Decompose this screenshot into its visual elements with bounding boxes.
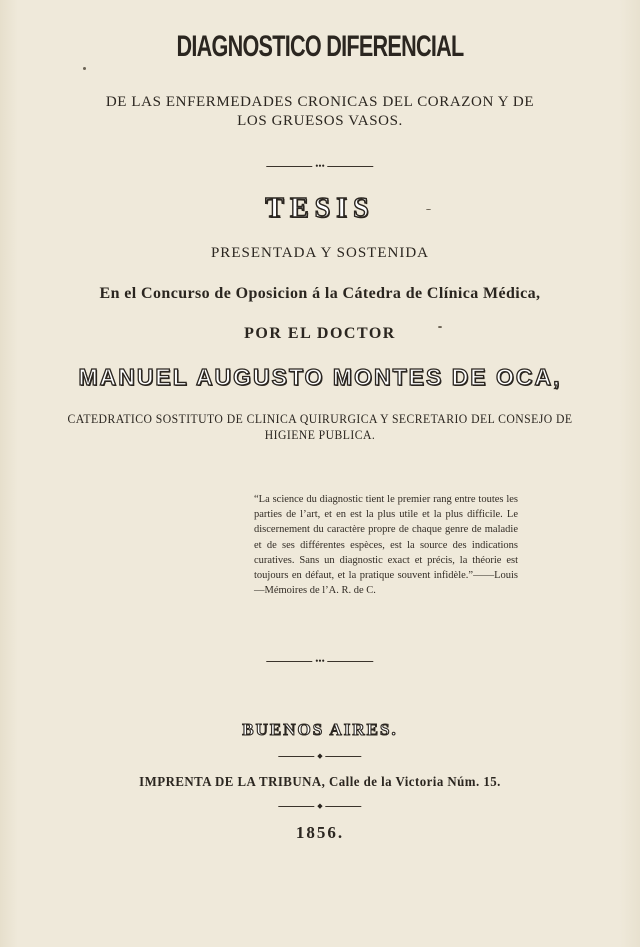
author-name: MANUEL AUGUSTO MONTES DE OCA, (78, 364, 562, 390)
ornament-dots: ••• (315, 161, 325, 171)
subtitle-line-2: LOS GRUESOS VASOS. (237, 113, 403, 129)
heading-tesis: TESIS (265, 193, 375, 224)
role-line-1: CATEDRATICO SOSTITUTO DE CLINICA QUIRURGICA Y SECRETARIO DEL CONSEJO DE (67, 411, 573, 426)
ornament-rule-top (266, 162, 373, 170)
book-subtitle (0, 93, 640, 131)
presented-line: PRESENTADA Y SOSTENIDA (210, 245, 430, 261)
ornament-dots: ••• (315, 656, 325, 666)
paper-speck (83, 67, 86, 70)
imprint-city: BUENOS AIRES. (242, 720, 398, 739)
role-line-2: HIGIENE PUBLICA. (264, 427, 376, 442)
contest-line: En el Concurso de Oposicion á la Cátedra de Clínica Médica, (99, 285, 541, 302)
paper-speck (438, 326, 442, 328)
imprint-year: 1856. (295, 823, 345, 842)
by-line: POR EL DOCTOR (244, 325, 396, 342)
ornament-rule-middle (266, 657, 373, 665)
subtitle-line-1: DE LAS ENFERMEDADES CRONICAS DEL CORAZON Y DE (105, 94, 535, 110)
epigraph-quote: “La science du diagnostic tient le premier rang entre toutes les parties de l’art, et en est la plus utile et la plus difficile. Le discernement du caractère propre de chaque genre de maladie et de ses différentes espèces, est la source des indications curatives. Sans un diagnostic exact et précis, la théorie est toujours en défaut, et la pratique souvent infidèle.”——Louis—Mémoires de l’A. R. de C. (254, 494, 518, 597)
author-role (32, 411, 608, 443)
book-title: DIAGNOSTICO DIFERENCIAL (176, 30, 464, 63)
ornament-rule-printer: ◆ (278, 802, 361, 810)
ornament-rule-city: ◆ (278, 752, 361, 760)
paper-speck (426, 209, 431, 210)
imprint-printer: IMPRENTA DE LA TRIBUNA, Calle de la Victoria Núm. 15. (139, 775, 501, 790)
